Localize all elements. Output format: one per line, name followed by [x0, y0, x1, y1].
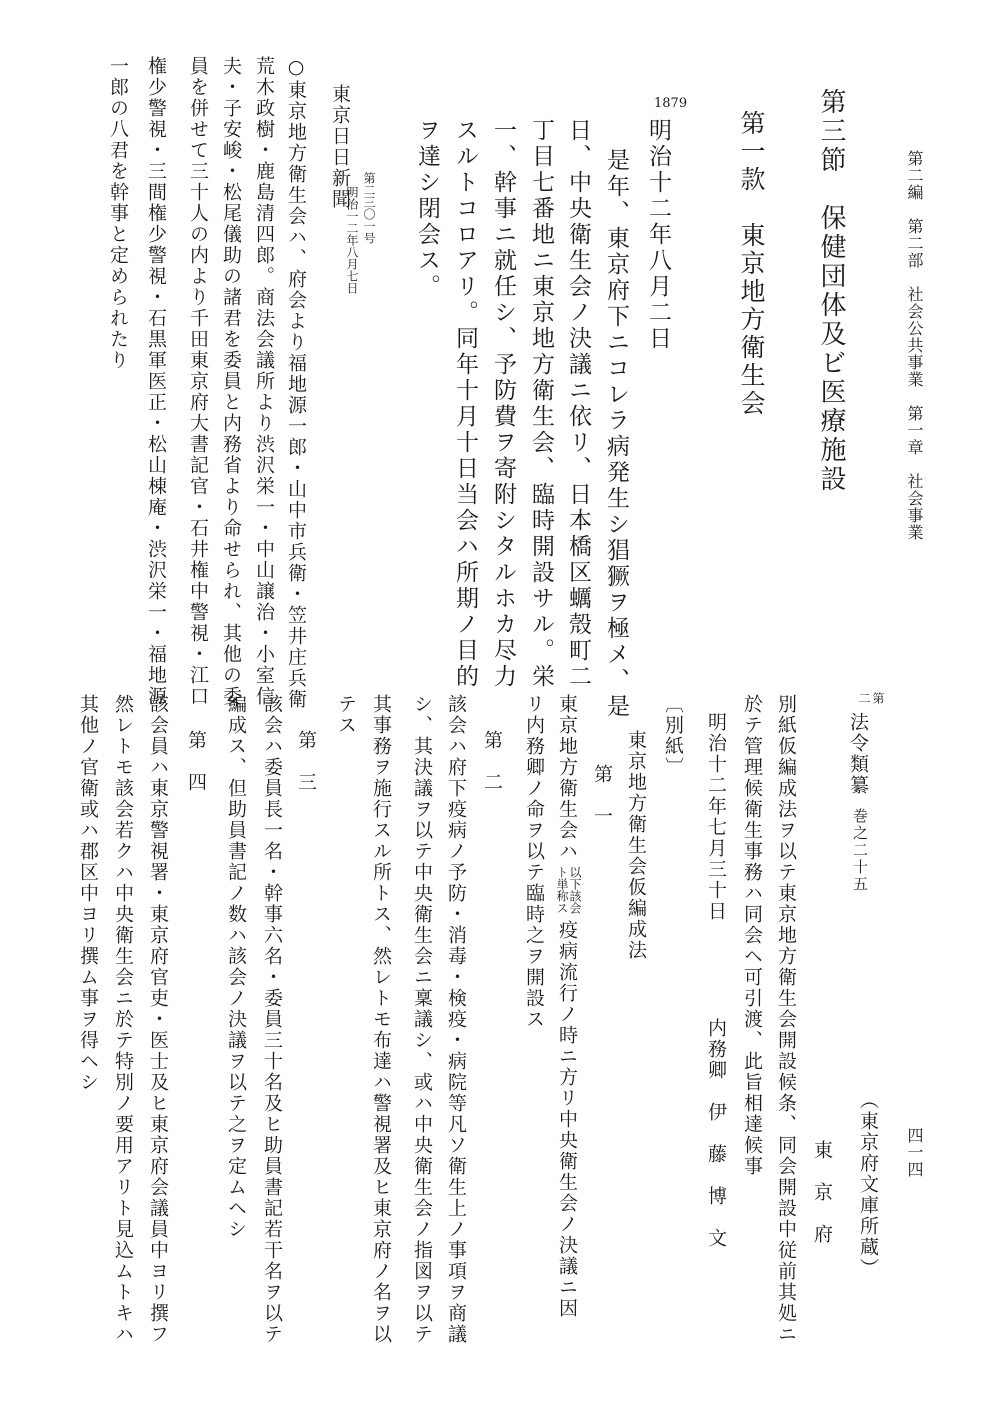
source-volume: 法令類纂: [847, 712, 869, 796]
article-line: 員を併せて三十人の内より千田東京府大書記官・石井権中警視・江口: [187, 56, 209, 707]
article-3-label: 第 三: [295, 730, 317, 793]
notice-line: 別紙仮編成法ヲ以テ東京地方衛生会開設候条、同会開設中従前其処ニ: [775, 694, 797, 1345]
section-heading: 第三節 保健団体及ビ医療施設: [816, 88, 846, 494]
newspaper-date: 明治一二年八月七日: [345, 186, 359, 294]
article-1-label: 第 一: [591, 764, 613, 827]
page-number: 四一四: [905, 1127, 924, 1178]
entry-date: 明治十二年八月二日: [645, 118, 671, 352]
article-1-text: 東京地方衛生会ハ: [556, 694, 578, 862]
issuer: 東 京 府: [811, 1140, 833, 1245]
archive-note: （東京府文庫所蔵）: [857, 1090, 879, 1279]
subsection-heading: 第一款 東京地方衛生会: [737, 110, 766, 418]
newspaper-issue: 第二三〇一号: [362, 172, 376, 244]
entry-line: 日、中央衛生会ノ決議ニ依リ、日本橋区蠣殼町二: [565, 118, 591, 690]
article-3-line: 該会ハ委員長一名・幹事六名・委員三十名及ヒ助員書記若干名ヲ以テ: [261, 694, 283, 1345]
article-2-line: テス: [335, 694, 357, 736]
article-1-text: 疫病流行ノ時ニ方リ中央衛生会ノ決議ニ因: [556, 920, 578, 1319]
article-line: 夫・子安峻・松尾儀助の諸君を委員と内務省より命せられ、其他の委: [220, 56, 242, 707]
running-title: 第二編 第二部 社会公共事業 第一章 社会事業: [905, 150, 924, 541]
article-4-line: 該会員ハ東京警視署・東京府官吏・医士及ヒ東京府会議員中ヨリ撰フ: [147, 694, 169, 1345]
entry-line: スルトコロアリ。同年十月十日当会ハ所期ノ目的: [452, 118, 478, 690]
article-1-note: 以下該会: [568, 866, 582, 914]
source-volume-prefix2: 二: [857, 692, 871, 704]
article-2-line: 其事務ヲ施行スル所トス、然レトモ布達ハ警視署及ヒ東京府ノ名ヲ以: [370, 694, 392, 1345]
article-line: 一郎の八君を幹事と定められたり: [107, 56, 129, 371]
entry-line: 一、幹事ニ就任シ、予防費ヲ寄附シタルホカ尽力: [490, 118, 516, 690]
article-line: ○東京地方衛生会ハ、府会より福地源一郎・山中市兵衛・笠井庄兵衛: [285, 56, 307, 710]
article-2-label: 第 二: [481, 730, 503, 793]
article-2-line: 該会ハ府下疫病ノ予防・消毒・検疫・病院等凡ソ衛生上ノ事項ヲ商議: [445, 694, 467, 1345]
article-line: 権少警視・三間権少警視・石黒軍医正・松山棟庵・渋沢栄一・福地源: [145, 56, 167, 707]
article-4-label: 第 四: [185, 730, 207, 793]
entry-line: ヲ達シ閉会ス。: [414, 118, 440, 300]
article-1-text: リ内務卿ノ命ヲ以テ臨時之ヲ開設ス: [523, 694, 545, 1030]
article-2-line: シ、其決議ヲ以テ中央衛生会ニ稟議シ、或ハ中央衛生会ノ指図ヲ以テ: [411, 694, 433, 1345]
notice-date: 明治十二年七月三十日: [705, 712, 727, 922]
source-volume-prefix: 第: [871, 692, 885, 704]
regulation-title: 東京地方衛生会仮編成法: [625, 730, 647, 961]
year-note: 1879: [654, 96, 688, 111]
article-4-line: 然レトモ該会若クハ中央衛生会ニ於テ特別ノ要用アリト見込ムトキハ: [112, 694, 134, 1345]
source-volume-number: 巻之二十五: [851, 808, 869, 893]
article-1-note: ト単称ス: [555, 866, 569, 914]
entry-line: 丁目七番地ニ東京地方衛生会、臨時開設サル。栄: [528, 118, 554, 690]
newspaper-source: 東京日日新聞: [329, 84, 351, 210]
article-4-line: 其他ノ官衛或ハ郡区中ヨリ撰ム事ヲ得ヘシ: [77, 694, 99, 1093]
attachment-label: 〔別紙〕: [662, 694, 684, 778]
entry-line: 是年、東京府下ニコレラ病発生シ猖獗ヲ極メ、是: [603, 148, 629, 720]
article-3-line: 編成ス、但助員書記ノ数ハ該会ノ決議ヲ以テ之ヲ定ムヘシ: [225, 694, 247, 1240]
minister-signature: 内務卿 伊 藤 博 文: [705, 1018, 727, 1249]
notice-line: 於テ管理候衛生事務ハ同会ヘ可引渡、此旨相達候事: [741, 694, 763, 1177]
article-line: 荒木政樹・鹿島清四郎。商法会議所より渋沢栄一・中山譲治・小室信: [253, 56, 275, 707]
